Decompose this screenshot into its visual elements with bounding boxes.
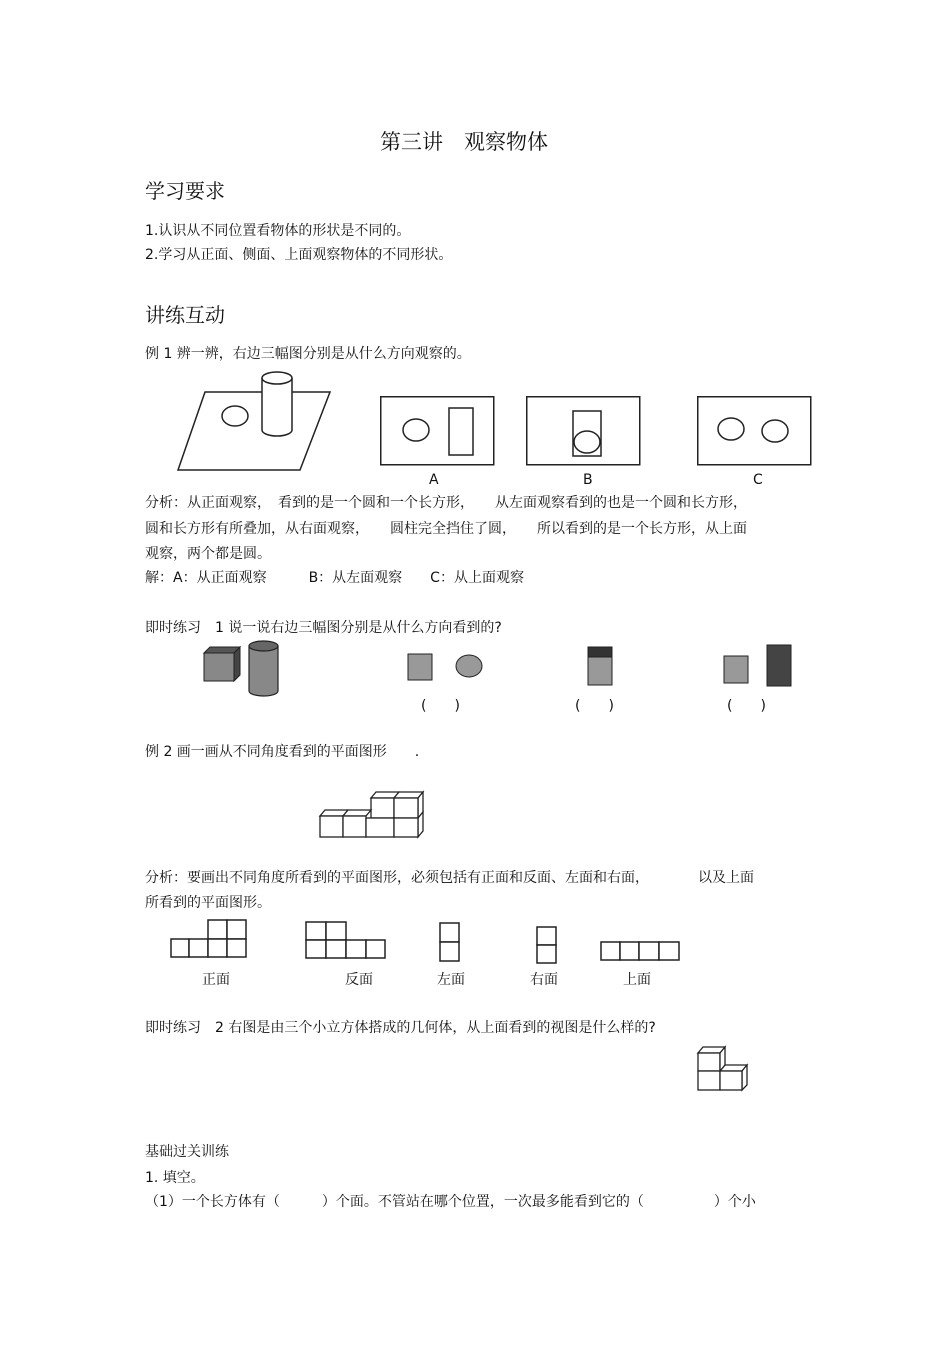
view-top-figure — [600, 941, 682, 963]
question-1: 1. 填空。 — [145, 1170, 205, 1186]
requirement-item-2: 2.学习从正面、侧面、上面观察物体的不同形状。 — [145, 247, 453, 263]
example-2-prompt: 例 2 画一画从不同角度看到的平面图形 . — [145, 744, 420, 760]
view-label-a: A — [429, 472, 439, 488]
example-1-3d-figure — [175, 370, 335, 475]
requirement-item-1: 1.认识从不同位置看物体的形状是不同的。 — [145, 223, 411, 239]
view-label-front: 正面 — [202, 972, 230, 988]
example-1-prompt: 例 1 辨一辨，右边三幅图分别是从什么方向观察的。 — [145, 346, 471, 362]
view-b-figure — [526, 396, 641, 466]
example-2-cube-stack — [318, 788, 430, 840]
view-label-back: 反面 — [345, 972, 373, 988]
example-1-analysis-line-2: 圆和长方形有所叠加，从右面观察， 圆柱完全挡住了圆， 所以看到的是一个长方形，从上面 — [145, 521, 747, 537]
page-title: 第三讲 观察物体 — [380, 130, 548, 154]
question-1-1: （1）一个长方体有（ ）个面。不管站在哪个位置，一次最多能看到它的（ ）个小 — [145, 1194, 756, 1210]
practice-1-blank-3: ( ) — [727, 698, 766, 714]
section-heading-interaction: 讲练互动 — [145, 303, 225, 327]
practice-2-cube-stack — [697, 1044, 753, 1094]
section-heading-requirements: 学习要求 — [145, 179, 225, 203]
view-front-figure — [170, 919, 250, 959]
example-1-answer: 解：A：从正面观察 B：从左面观察 C：从上面观察 — [145, 570, 524, 586]
view-label-right: 右面 — [530, 972, 558, 988]
example-1-analysis-line-3: 观察，两个都是圆。 — [145, 546, 271, 562]
section-heading-basic-training: 基础过关训练 — [145, 1144, 229, 1160]
example-2-analysis-line-1: 分析：要画出不同角度所看到的平面图形，必须包括有正面和反面、左面和右面， 以及上面 — [145, 870, 754, 886]
practice-1-view-1 — [407, 653, 487, 683]
example-2-analysis-line-2: 所看到的平面图形。 — [145, 895, 271, 911]
practice-1-blank-1: ( ) — [421, 698, 460, 714]
view-label-left: 左面 — [437, 972, 465, 988]
example-1-analysis-line-1: 分析：从正面观察， 看到的是一个圆和一个长方形， 从左面观察看到的也是一个圆和长方形， — [145, 495, 747, 511]
view-label-b: B — [583, 472, 593, 488]
view-a-figure — [380, 396, 495, 466]
practice-1-blank-2: ( ) — [575, 698, 614, 714]
practice-1-view-2 — [587, 646, 615, 688]
practice-1-3d-objects — [203, 638, 283, 700]
view-right-figure — [536, 926, 560, 966]
view-back-figure — [305, 921, 389, 961]
practice-2-prompt: 即时练习 2 右图是由三个小立方体搭成的几何体，从上面看到的视图是什么样的? — [145, 1020, 656, 1036]
practice-1-prompt: 即时练习 1 说一说右边三幅图分别是从什么方向看到的? — [145, 620, 502, 636]
view-c-figure — [697, 396, 812, 466]
practice-1-view-3 — [723, 644, 795, 688]
view-label-c: C — [753, 472, 763, 488]
view-left-figure — [439, 922, 463, 964]
view-label-top: 上面 — [623, 972, 651, 988]
